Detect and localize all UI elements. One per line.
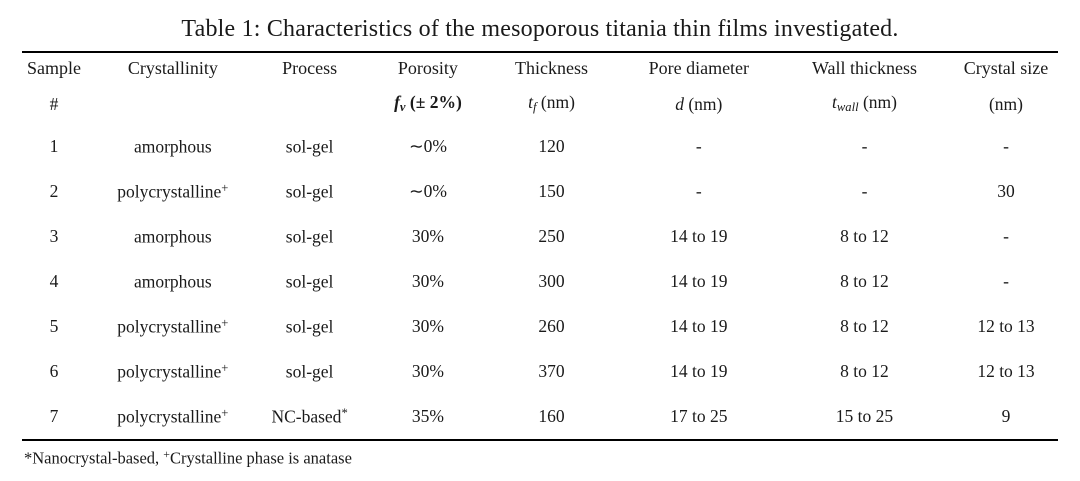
cell-wall-thickness: 15 to 25 (835, 406, 894, 426)
cell-pore-diameter: 14 to 19 (670, 271, 728, 291)
cell-crystallinity (94, 124, 252, 169)
cell-pore-diameter: 14 to 19 (670, 316, 728, 336)
cell-thickness: 370 (538, 361, 565, 381)
crystallinity-text: amorphous (133, 271, 212, 292)
header-porosity: Porosity (397, 58, 458, 78)
crystallinity-marker: + (221, 360, 229, 375)
cell-sample: 1 (49, 136, 59, 156)
crystallinity-text: polycrystalline (117, 316, 222, 337)
wall-subscript: wall (836, 100, 859, 115)
crystallinity-text: amorphous (133, 226, 212, 247)
units-porosity (367, 84, 488, 124)
header-sample: Sample (26, 58, 81, 78)
cell-wall-thickness: 8 to 12 (840, 271, 889, 291)
cell-process (252, 124, 368, 169)
cell-thickness: 300 (538, 271, 565, 291)
cell-porosity: 30% (411, 226, 444, 246)
table-row (14, 304, 1066, 349)
footnote-star-marker: * (24, 448, 33, 468)
cell-process (252, 259, 368, 304)
cell-thickness: 120 (538, 136, 565, 156)
cell-crystallinity (94, 259, 252, 304)
process-text: sol-gel (285, 271, 334, 292)
crystallinity-text: polycrystalline (117, 361, 222, 382)
process-text: sol-gel (285, 226, 334, 247)
cell-crystal-size: 30 (997, 181, 1015, 201)
porosity-subscript: v (399, 100, 406, 115)
cell-sample: 7 (49, 406, 59, 426)
units-crystallinity (94, 84, 252, 124)
cell-sample: 2 (49, 181, 59, 201)
footnote-star-text: Nanocrystal-based, (32, 448, 164, 468)
units-thickness (488, 84, 614, 124)
cell-pore-diameter: - (695, 181, 702, 201)
cell-porosity: 30% (411, 361, 444, 381)
cell-pore-diameter: 14 to 19 (670, 226, 728, 246)
cell-crystal-size: - (1003, 136, 1009, 156)
units-pore-diameter (615, 84, 783, 124)
porosity-tolerance: (± 2%) (409, 92, 462, 113)
cell-sample: 3 (49, 226, 59, 246)
cell-crystal-size: 12 to 13 (977, 316, 1035, 336)
cell-wall-thickness: 8 to 12 (840, 361, 889, 381)
cell-porosity: 30% (411, 316, 444, 336)
cell-process (252, 304, 368, 349)
table-body (14, 124, 1066, 439)
cell-porosity: 30% (411, 271, 444, 291)
thickness-symbol: t (528, 92, 534, 113)
cell-process (252, 349, 368, 394)
pore-unit: (nm) (688, 93, 723, 114)
cell-pore-diameter: - (695, 136, 702, 156)
crystallinity-marker: + (221, 315, 229, 330)
cell-process (252, 394, 368, 439)
table-head (14, 53, 1066, 124)
porosity-symbol: f (394, 92, 400, 113)
table-footnote (14, 441, 1066, 468)
process-text: sol-gel (285, 316, 334, 337)
table-row (14, 349, 1066, 394)
header-wall-thickness: Wall thickness (811, 58, 917, 78)
cell-pore-diameter: 17 to 25 (670, 406, 728, 426)
crystallinity-text: polycrystalline (117, 406, 222, 427)
cell-sample: 6 (49, 361, 59, 381)
process-text: sol-gel (285, 361, 334, 382)
cell-sample: 5 (49, 316, 59, 336)
table-row (14, 169, 1066, 214)
cell-wall-thickness: - (861, 181, 868, 201)
crystallinity-marker: + (221, 180, 229, 195)
cell-crystal-size: 12 to 13 (977, 361, 1035, 381)
cell-porosity: 35% (411, 406, 444, 426)
thickness-subscript: f (533, 100, 537, 115)
cell-crystallinity (94, 169, 252, 214)
header-process: Process (282, 58, 338, 78)
table-caption: Table 1: Characteristics of the mesoporous titania thin films investigated. (181, 16, 899, 42)
table-row (14, 394, 1066, 439)
footnote-plus-text: Crystalline phase is anatase (170, 448, 352, 468)
crystallinity-text: amorphous (133, 136, 212, 157)
cell-wall-thickness: - (861, 136, 868, 156)
cell-wall-thickness: 8 to 12 (840, 226, 889, 246)
characteristics-table (14, 53, 1066, 439)
process-marker: * (341, 405, 348, 420)
cell-crystallinity (94, 304, 252, 349)
cell-thickness: 260 (538, 316, 565, 336)
wall-unit: (nm) (862, 92, 897, 113)
thickness-unit: (nm) (540, 92, 575, 113)
process-text: sol-gel (285, 181, 334, 202)
cell-porosity: ∼0% (408, 136, 447, 156)
header-pore-diameter: Pore diameter (648, 58, 750, 78)
footnote-plus-marker: + (163, 447, 170, 461)
crystallinity-text: polycrystalline (117, 181, 222, 202)
cell-pore-diameter: 14 to 19 (670, 361, 728, 381)
header-crystal-size: Crystal size (963, 58, 1049, 78)
pore-symbol: d (675, 93, 684, 114)
units-process (252, 84, 368, 124)
units-crystal-size: (nm) (988, 93, 1024, 114)
cell-process (252, 214, 368, 259)
units-row (14, 84, 1066, 124)
header-row (14, 53, 1066, 84)
header-thickness: Thickness (515, 58, 589, 78)
cell-crystallinity (94, 349, 252, 394)
table-row (14, 214, 1066, 259)
cell-sample: 4 (49, 271, 59, 291)
units-sample: # (49, 93, 59, 114)
crystallinity-marker: + (221, 405, 229, 420)
process-text: NC-based (271, 406, 342, 427)
cell-thickness: 150 (538, 181, 565, 201)
cell-crystallinity (94, 214, 252, 259)
process-text: sol-gel (285, 136, 334, 157)
cell-porosity: ∼0% (408, 181, 447, 201)
cell-crystal-size: - (1003, 271, 1009, 291)
cell-wall-thickness: 8 to 12 (840, 316, 889, 336)
cell-crystallinity (94, 394, 252, 439)
table-row (14, 259, 1066, 304)
header-crystallinity: Crystallinity (127, 58, 218, 78)
cell-process (252, 169, 368, 214)
units-wall-thickness (783, 84, 946, 124)
cell-thickness: 250 (538, 226, 565, 246)
cell-crystal-size: - (1003, 226, 1009, 246)
wall-symbol: t (832, 92, 837, 113)
cell-thickness: 160 (538, 406, 565, 426)
cell-crystal-size: 9 (1001, 406, 1011, 426)
table-row (14, 124, 1066, 169)
